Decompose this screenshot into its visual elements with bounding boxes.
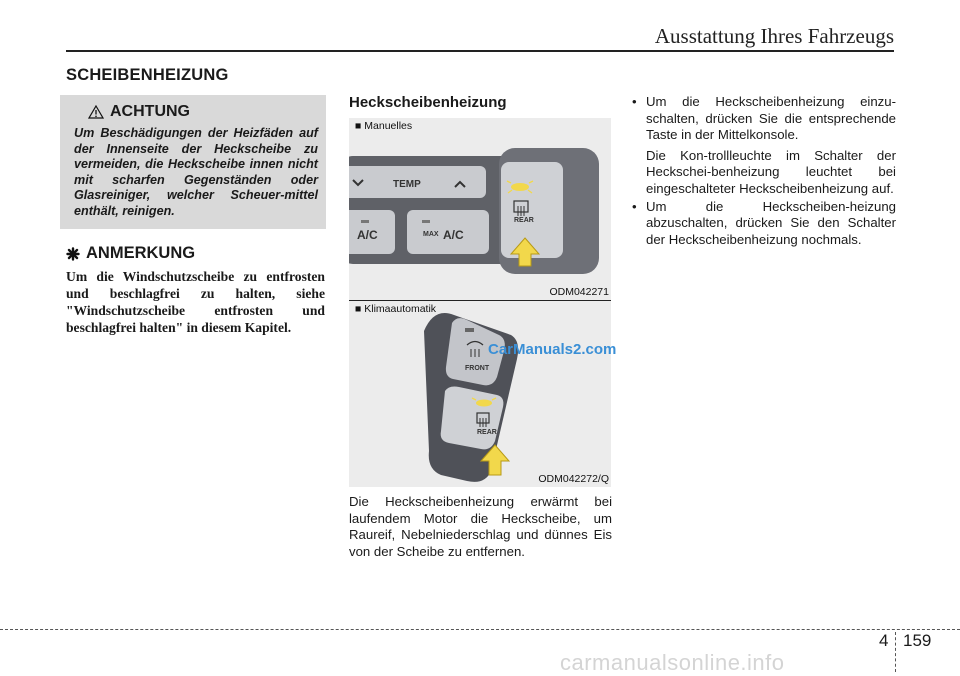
note-text: Um die Windschutzscheibe zu entfrosten und beschlagfrei zu halten, siehe "Windschutzscheibe entfrosten und beschlagfrei halten" in diesem Kapitel.: [66, 269, 325, 335]
footer-dashed-rule: [0, 629, 960, 630]
page-header-title: Ausstattung Ihres Fahrzeugs: [654, 24, 894, 48]
list-item: • Um die Heckscheibenheizung einzu-schalten, drücken Sie die entsprechende Taste in der Mittelkonsole.: [631, 94, 896, 144]
warning-title: ACHTUNG: [110, 103, 190, 120]
figure-code-2: ODM042272/Q: [538, 473, 609, 485]
watermark-link[interactable]: CarManuals2.com: [488, 341, 617, 358]
warning-triangle-icon: [88, 105, 104, 119]
page-number: 159: [903, 631, 932, 650]
rear-heater-title: Heckscheibenheizung: [349, 94, 507, 111]
ac-left-label: A/C: [357, 228, 378, 242]
figure-label-manual: ■ Manuelles: [355, 120, 413, 132]
warning-header: [88, 103, 190, 121]
list-item-subtext: Die Kon-trollleuchte im Schalter der Heckschei-benheizung leuchtet bei eingeschalteter Heckscheibenheizung auf.: [646, 147, 896, 196]
figure-auto-climate: [349, 300, 611, 487]
figure-label-auto: ■ Klimaautomatik: [355, 303, 437, 315]
rear-label-auto: REAR: [477, 429, 497, 436]
square-bullet-icon: ■: [355, 303, 365, 315]
footer-site-watermark[interactable]: carmanualsonline.info: [560, 650, 785, 675]
auto-control-panel-illustration: [349, 301, 611, 487]
manual-control-panel-illustration: [349, 118, 611, 300]
asterisk-icon: [66, 247, 80, 261]
section-title: SCHEIBENHEIZUNG: [66, 66, 229, 84]
note-header: [66, 244, 195, 263]
front-label-auto: FRONT: [465, 365, 490, 372]
instruction-list: [631, 94, 896, 248]
header-rule: [66, 50, 894, 52]
max-label: MAX: [423, 231, 439, 238]
list-item: • Um die Heckscheiben-heizung abzuschalten, drücken Sie den Schalter der Heckscheibenheizung nochmals.: [631, 199, 896, 249]
figure-code-1: ODM042271: [549, 286, 609, 298]
page-number-separator: [895, 632, 896, 672]
ac-right-label: A/C: [443, 228, 464, 242]
rear-heater-description: Die Heckscheibenheizung erwärmt bei laufendem Motor die Heckscheibe, um Raureif, Nebelniederschlag und dünnes Eis von der Scheibe zu entfernen.: [349, 494, 612, 559]
temp-label: TEMP: [393, 179, 421, 190]
figure-manual-climate: [349, 118, 611, 300]
warning-box: [60, 95, 326, 229]
rear-label-manual: REAR: [514, 217, 534, 224]
square-bullet-icon: ■: [355, 120, 365, 132]
note-title: ANMERKUNG: [86, 244, 196, 262]
page-chapter-number: 4: [879, 631, 889, 650]
warning-text: Um Beschädigungen der Heizfäden auf der Innenseite der Heckscheibe zu vermeiden, die Heckscheibe innen nicht mit scharfen Gegenständen oder Glasreiniger, welcher Scheuer-mittel enthält, reinigen.: [74, 126, 318, 218]
